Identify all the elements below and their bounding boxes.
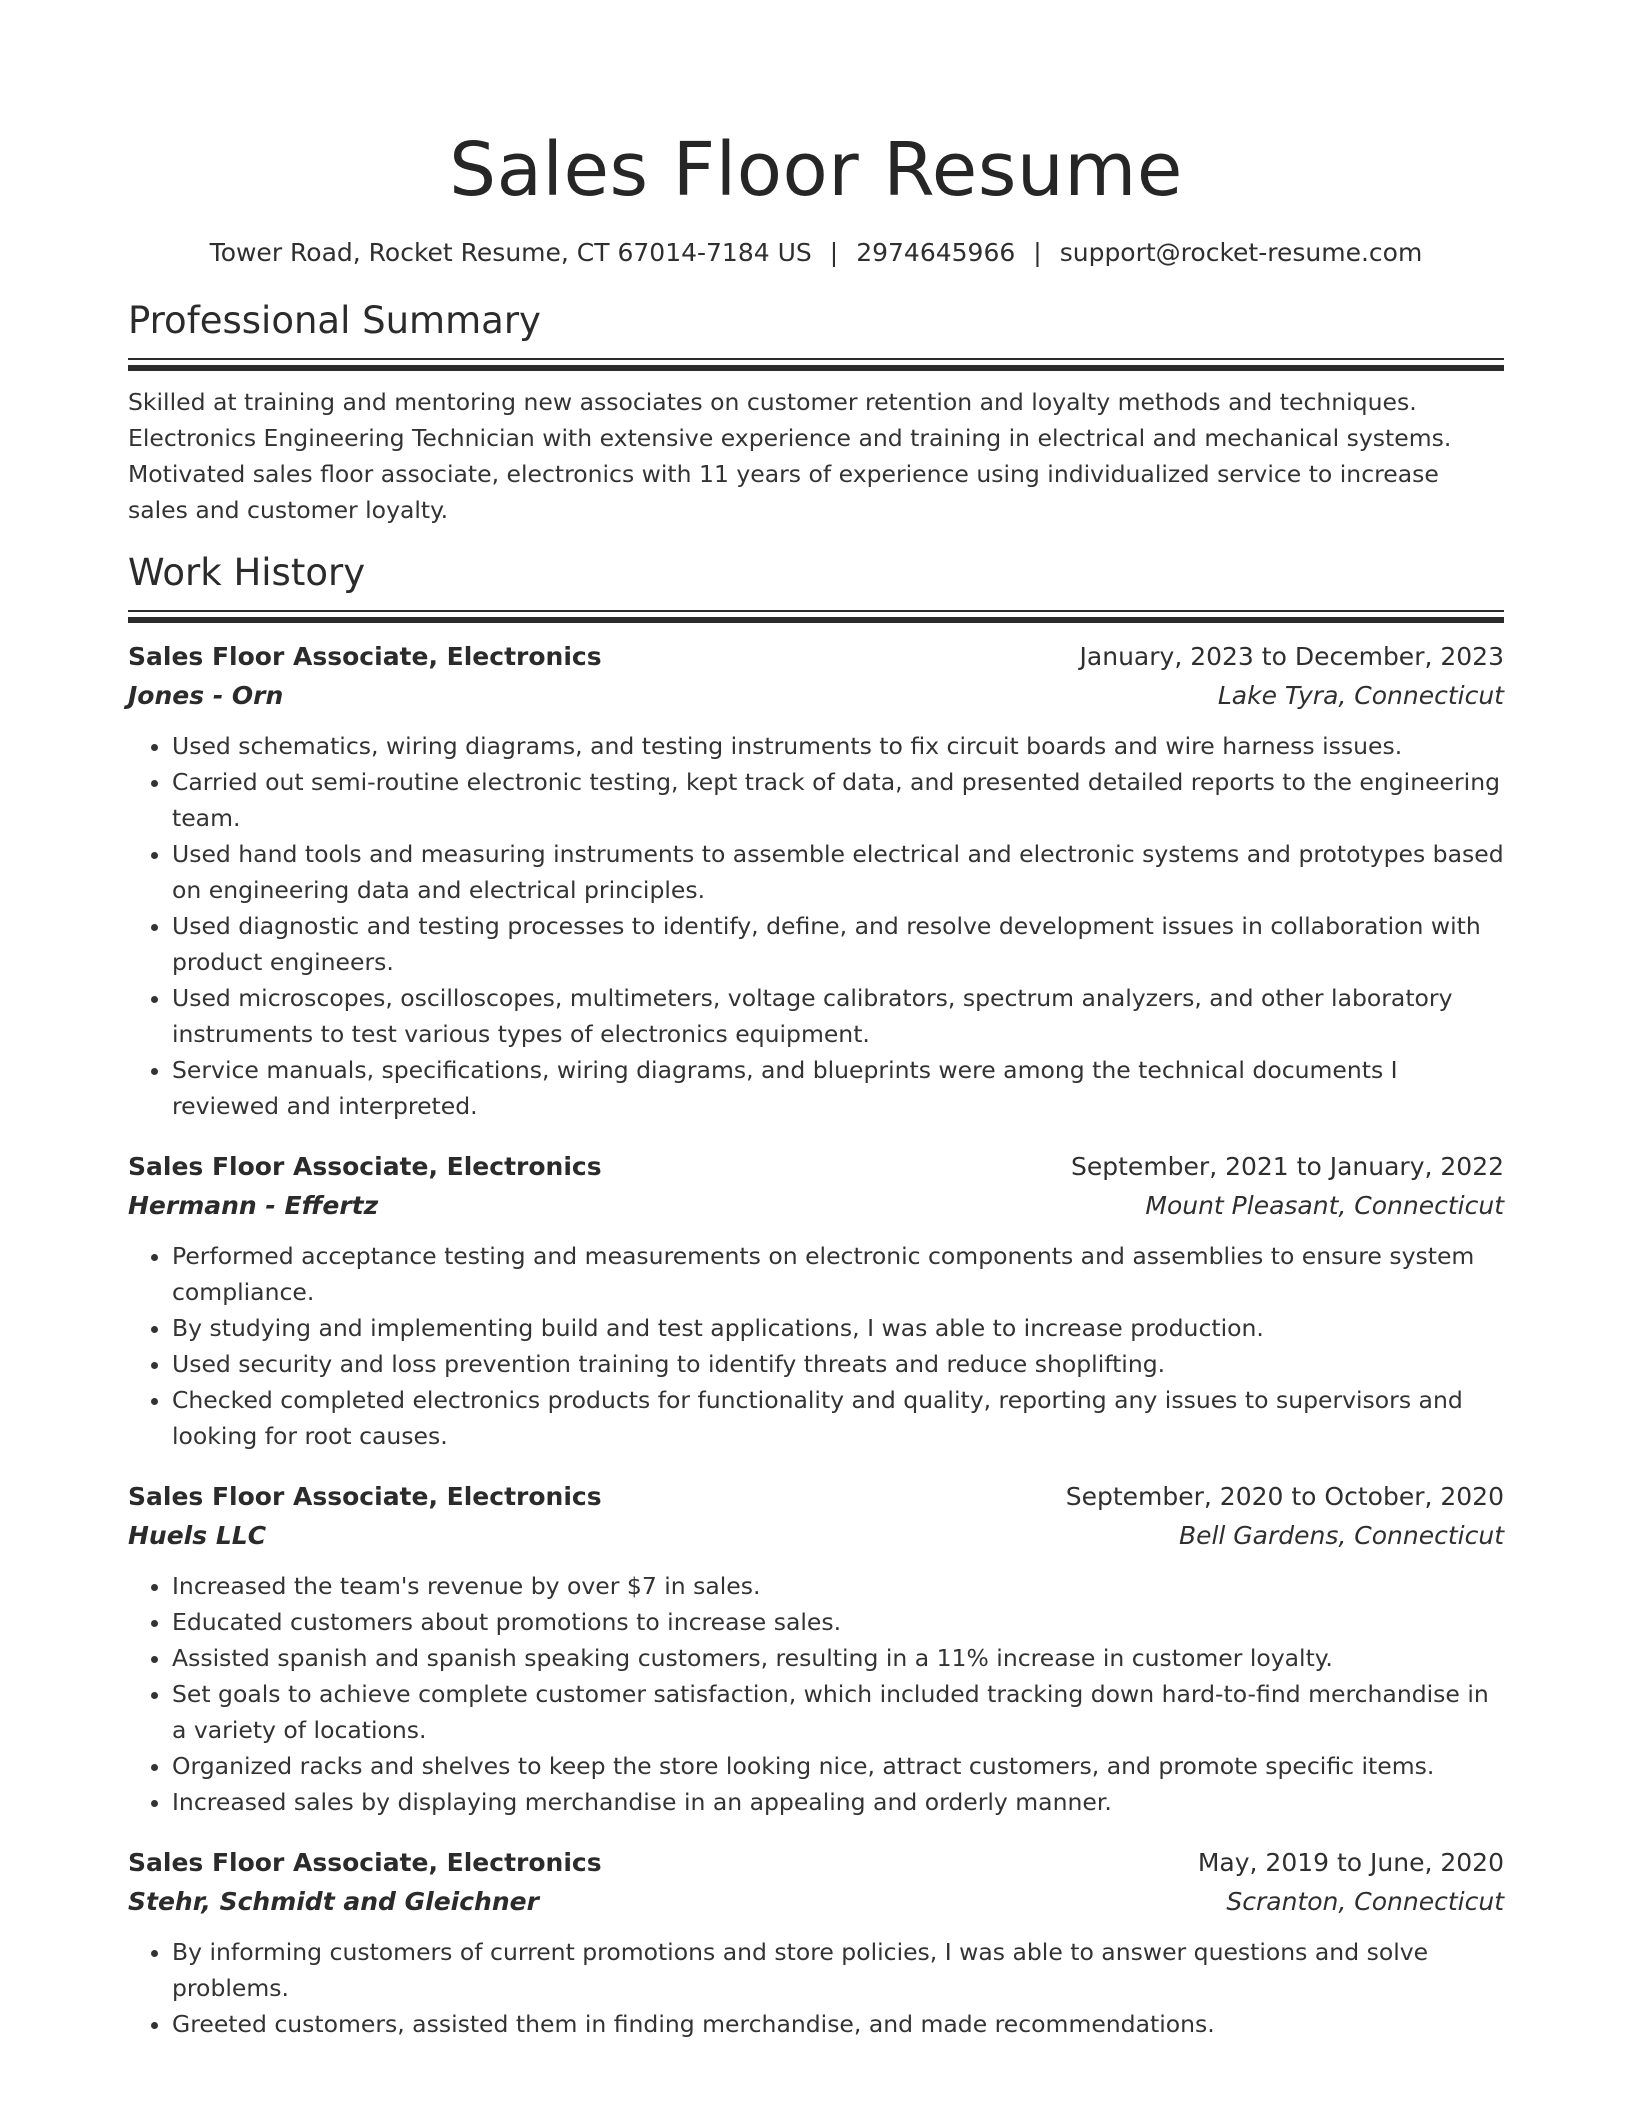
- job-bullet: • Increased sales by displaying merchandise in an appealing and orderly manner.: [172, 1784, 1504, 1820]
- job-bullet: • By studying and implementing build and test applications, I was able to increase production.: [172, 1310, 1504, 1346]
- resume-page: [128, 0, 1504, 2066]
- job-entry: [128, 1844, 1504, 2042]
- job-subheader: [128, 1882, 1504, 1922]
- section-divider: [128, 610, 1504, 622]
- job-entry: [128, 1478, 1504, 1820]
- job-company: Stehr, Schmidt and Gleichner: [128, 1887, 539, 1916]
- work-section: [128, 550, 1504, 2042]
- job-title: Sales Floor Associate, Electronics: [128, 1848, 602, 1877]
- job-header: [128, 1148, 1504, 1186]
- job-bullet: • Used security and loss prevention training to identify threats and reduce shoplifting.: [172, 1346, 1504, 1382]
- job-location: Lake Tyra, Connecticut: [1217, 681, 1504, 710]
- section-title-work: Work History: [128, 551, 366, 594]
- job-bullet: • Used schematics, wiring diagrams, and testing instruments to fix circuit boards and wire harness issues.: [172, 728, 1504, 764]
- contact-phone: 2974645966: [856, 238, 1016, 267]
- contact-email: support@rocket-resume.com: [1059, 238, 1423, 267]
- job-title: Sales Floor Associate, Electronics: [128, 642, 602, 671]
- job-header: [128, 638, 1504, 676]
- job-bullet: • Increased the team's revenue by over $7 in sales.: [172, 1568, 1504, 1604]
- job-header: [128, 1478, 1504, 1516]
- job-bullet: • Organized racks and shelves to keep the store looking nice, attract customers, and promote specific items.: [172, 1748, 1504, 1784]
- job-company: Hermann - Effertz: [128, 1191, 379, 1220]
- summary-section: [128, 298, 1504, 528]
- job-bullet: • Greeted customers, assisted them in finding merchandise, and made recommendations.: [172, 2006, 1504, 2042]
- job-bullets: [128, 1568, 1504, 1820]
- job-dates: September, 2020 to October, 2020: [1065, 1482, 1504, 1511]
- job-dates: September, 2021 to January, 2022: [1071, 1152, 1504, 1181]
- job-bullet: • Assisted spanish and spanish speaking customers, resulting in a 11% increase in customer loyalty.: [172, 1640, 1504, 1676]
- job-bullets: [128, 728, 1504, 1124]
- job-entry: [128, 638, 1504, 1124]
- job-bullet: • Set goals to achieve complete customer satisfaction, which included tracking down hard-to-find merchandise in a variety of locations.: [172, 1676, 1504, 1748]
- job-dates: January, 2023 to December, 2023: [1079, 642, 1504, 671]
- job-subheader: [128, 676, 1504, 716]
- job-entry: [128, 1148, 1504, 1454]
- job-title: Sales Floor Associate, Electronics: [128, 1482, 602, 1511]
- job-subheader: [128, 1186, 1504, 1226]
- job-bullet: • Educated customers about promotions to increase sales.: [172, 1604, 1504, 1640]
- summary-text: Skilled at training and mentoring new associates on customer retention and loyalty methods and techniques. Electronics Engineering Technician with extensive experience and training in electrical and mechanical systems. Motivated sales floor associate, electronics with 11 years of experience using individualized service to increase sales and customer loyalty.: [128, 388, 1452, 524]
- job-bullet: • Used hand tools and measuring instruments to assemble electrical and electronic systems and prototypes based on engineering data and electrical principles.: [172, 836, 1504, 908]
- contact-address: Tower Road, Rocket Resume, CT 67014-7184 US: [209, 238, 812, 267]
- job-location: Mount Pleasant, Connecticut: [1145, 1191, 1504, 1220]
- job-list: [128, 638, 1504, 2042]
- job-title: Sales Floor Associate, Electronics: [128, 1152, 602, 1181]
- job-company: Jones - Orn: [128, 681, 284, 710]
- contact-separator: |: [1033, 238, 1042, 267]
- section-divider: [128, 358, 1504, 370]
- job-bullet: • Used diagnostic and testing processes to identify, define, and resolve development issues in collaboration with product engineers.: [172, 908, 1504, 980]
- contact-line: [128, 236, 1504, 270]
- job-header: [128, 1844, 1504, 1882]
- job-bullet: • By informing customers of current promotions and store policies, I was able to answer questions and solve problems.: [172, 1934, 1504, 2006]
- section-title-summary: Professional Summary: [128, 299, 541, 342]
- resume-name: Sales Floor Resume: [449, 127, 1183, 213]
- job-location: Scranton, Connecticut: [1226, 1887, 1504, 1916]
- job-bullet: • Performed acceptance testing and measurements on electronic components and assemblies to ensure system compliance.: [172, 1238, 1504, 1310]
- job-company: Huels LLC: [128, 1521, 267, 1550]
- job-location: Bell Gardens, Connecticut: [1178, 1521, 1504, 1550]
- job-bullet: • Carried out semi-routine electronic testing, kept track of data, and presented detailed reports to the engineering team.: [172, 764, 1504, 836]
- job-bullet: • Used microscopes, oscilloscopes, multimeters, voltage calibrators, spectrum analyzers, and other laboratory instruments to test various types of electronics equipment.: [172, 980, 1504, 1052]
- job-bullets: [128, 1238, 1504, 1454]
- contact-separator: |: [829, 238, 839, 267]
- job-subheader: [128, 1516, 1504, 1556]
- job-bullet: • Service manuals, specifications, wiring diagrams, and blueprints were among the technical documents I reviewed and interpreted.: [172, 1052, 1504, 1124]
- job-bullets: [128, 1934, 1504, 2042]
- job-bullet: • Checked completed electronics products for functionality and quality, reporting any issues to supervisors and looking for root causes.: [172, 1382, 1504, 1454]
- job-dates: May, 2019 to June, 2020: [1197, 1848, 1504, 1877]
